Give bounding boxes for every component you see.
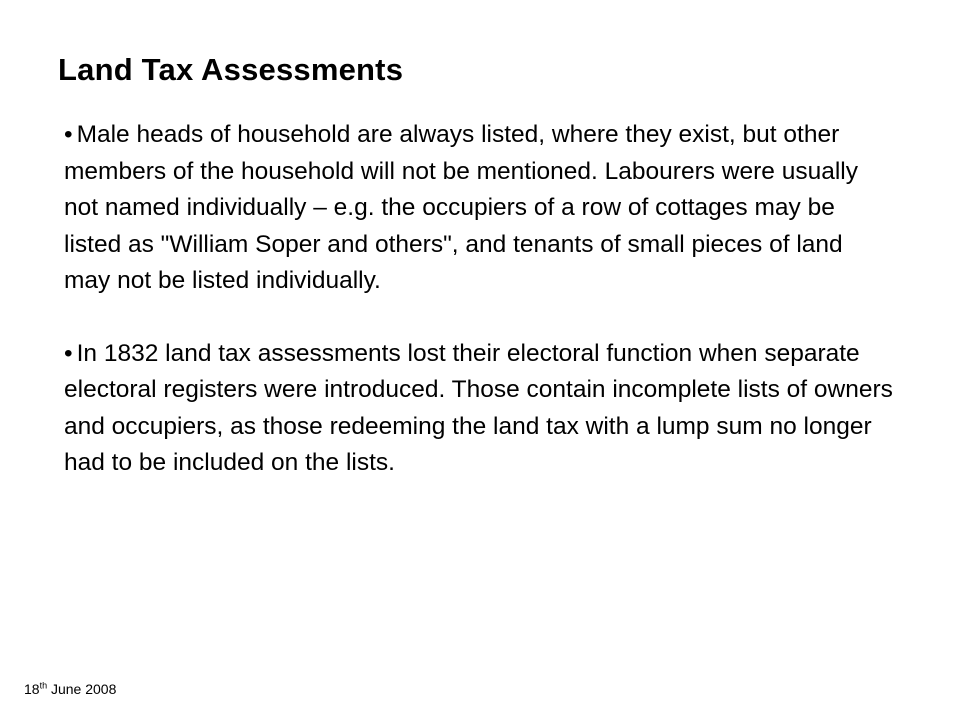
bullet-marker: • — [64, 121, 73, 148]
bullet-item — [64, 336, 894, 482]
footer-date-suffix: th — [39, 680, 48, 691]
bullet-item — [64, 117, 894, 300]
slide-title: Land Tax Assessments — [58, 52, 404, 87]
bullet-marker: • — [64, 339, 73, 367]
footer-date — [24, 681, 116, 697]
bullet-text: In 1832 land tax assessments lost their electoral function when separate electoral registers were introduced. Those contain incomplete lists of owners and occupiers, as those redeeming the land tax with a lump sum no longer had to be included on the lists. — [64, 339, 893, 476]
bullet-list — [64, 117, 894, 482]
footer-date-day: 18 — [24, 681, 40, 697]
bullet-text: Male heads of household are always listed, where they exist, but other members of the household will not be mentioned. Labourers were usually not named individually – e.g. the occupiers of a row of cottages may be listed as "William Soper and others", and tenants of small pieces of land may not be listed individually. — [64, 121, 858, 294]
footer-date-month-year: June 2008 — [47, 681, 117, 697]
